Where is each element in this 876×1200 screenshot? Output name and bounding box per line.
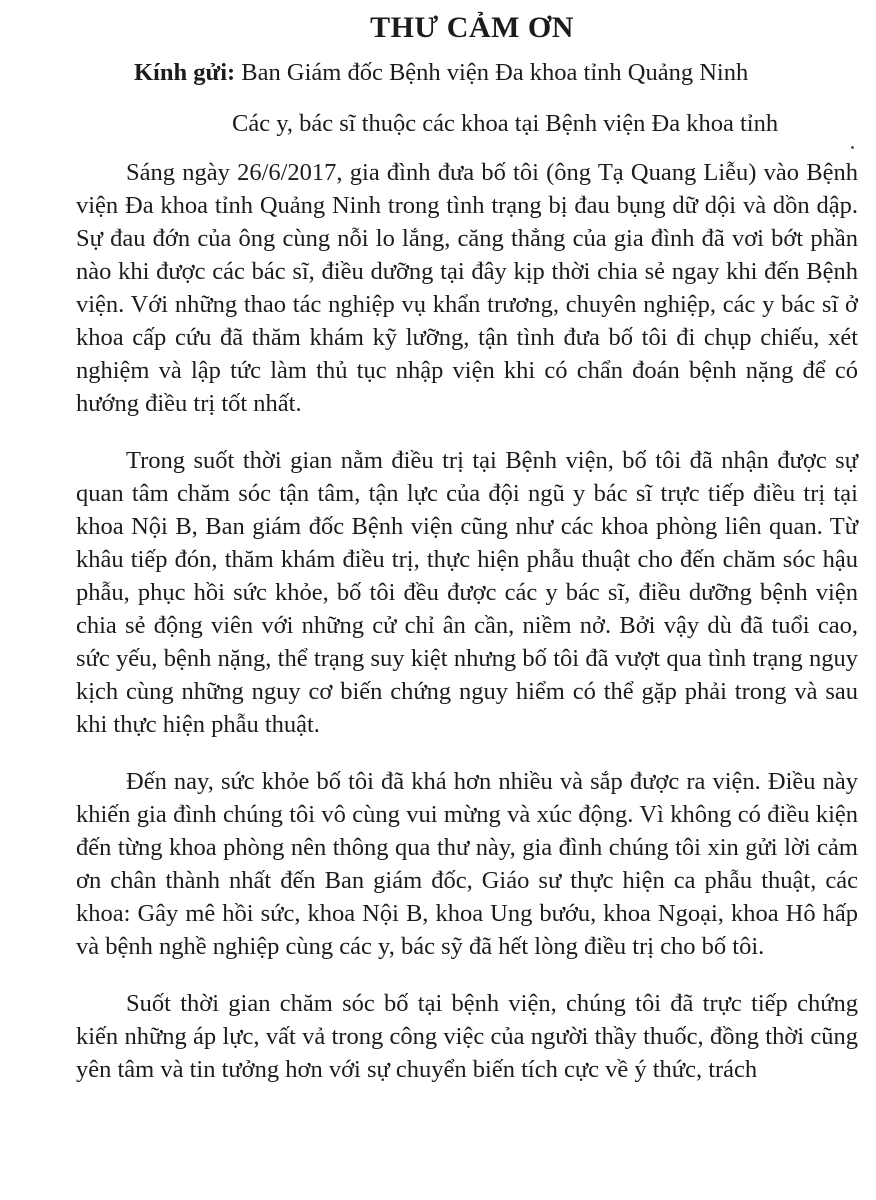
paragraph-3: Đến nay, sức khỏe bố tôi đã khá hơn nhiều và sắp được ra viện. Điều này khiến gia đình chúng tôi vô cùng vui mừng và xúc động. Vì không có điều kiện đến từng khoa phòng nên thông qua thư này, gia đình chúng tôi xin gửi lời cảm ơn chân thành nhất đến Ban giám đốc, Giáo sư thực hiện ca phẫu thuật, các khoa: Gây mê hồi sức, khoa Nội B, khoa Ung bướu, khoa Ngoại, khoa Hô hấp và bệnh nghề nghiệp cùng các y, bác sỹ đã hết lòng điều trị cho bố tôi.: [76, 768, 858, 960]
scan-speck: [851, 146, 854, 149]
salutation-recipient: Ban Giám đốc Bệnh viện Đa khoa tỉnh Quảng Ninh: [235, 59, 749, 86]
letter-title: THƯ CẢM ƠN: [370, 11, 574, 44]
paragraph-4: Suốt thời gian chăm sóc bố tại bệnh viện, chúng tôi đã trực tiếp chứng kiến những áp lực, vất vả trong công việc của người thầy thuốc, đồng thời cũng yên tâm và tin tưởng hơn với sự chuyển biến tích cực về ý thức, trách: [76, 990, 858, 1083]
recipient-line-2: Các y, bác sĩ thuộc các khoa tại Bệnh viện Đa khoa tỉnh: [232, 110, 779, 137]
salutation-label: Kính gửi:: [134, 59, 236, 86]
paragraph-2: Trong suốt thời gian nằm điều trị tại Bệnh viện, bố tôi đã nhận được sự quan tâm chăm sóc tận tâm, tận lực của đội ngũ y bác sĩ trực tiếp điều trị tại khoa Nội B, Ban giám đốc Bệnh viện cũng như các khoa phòng liên quan. Từ khâu tiếp đón, thăm khám điều trị, thực hiện phẫu thuật cho đến chăm sóc hậu phẫu, phục hồi sức khỏe, bố tôi đều được các y bác sĩ, điều dưỡng bệnh viện chia sẻ động viên với những cử chỉ ân cần, niềm nở. Bởi vậy dù đã tuổi cao, sức yếu, bệnh nặng, thể trạng suy kiệt nhưng bố tôi đã vượt qua tình trạng nguy kịch cùng những nguy cơ biến chứng nguy hiểm có thể gặp phải trong và sau khi thực hiện phẫu thuật.: [76, 447, 858, 738]
salutation-line: [76, 56, 858, 89]
paragraph-1: Sáng ngày 26/6/2017, gia đình đưa bố tôi (ông Tạ Quang Liễu) vào Bệnh viện Đa khoa tỉnh Quảng Ninh trong tình trạng bị đau bụng dữ dội và dồn dập. Sự đau đớn của ông cùng nỗi lo lắng, căng thẳng của gia đình đã vơi bớt phần nào khi được các bác sĩ, điều dưỡng tại đây kịp thời chia sẻ ngay khi đến Bệnh viện. Với những thao tác nghiệp vụ khẩn trương, chuyên nghiệp, các y bác sĩ ở khoa cấp cứu đã thăm khám kỹ lưỡng, tận tình đưa bố tôi đi chụp chiếu, xét nghiệm và lập tức làm thủ tục nhập viện khi có chẩn đoán bệnh nặng để có hướng điều trị tốt nhất.: [76, 159, 858, 417]
